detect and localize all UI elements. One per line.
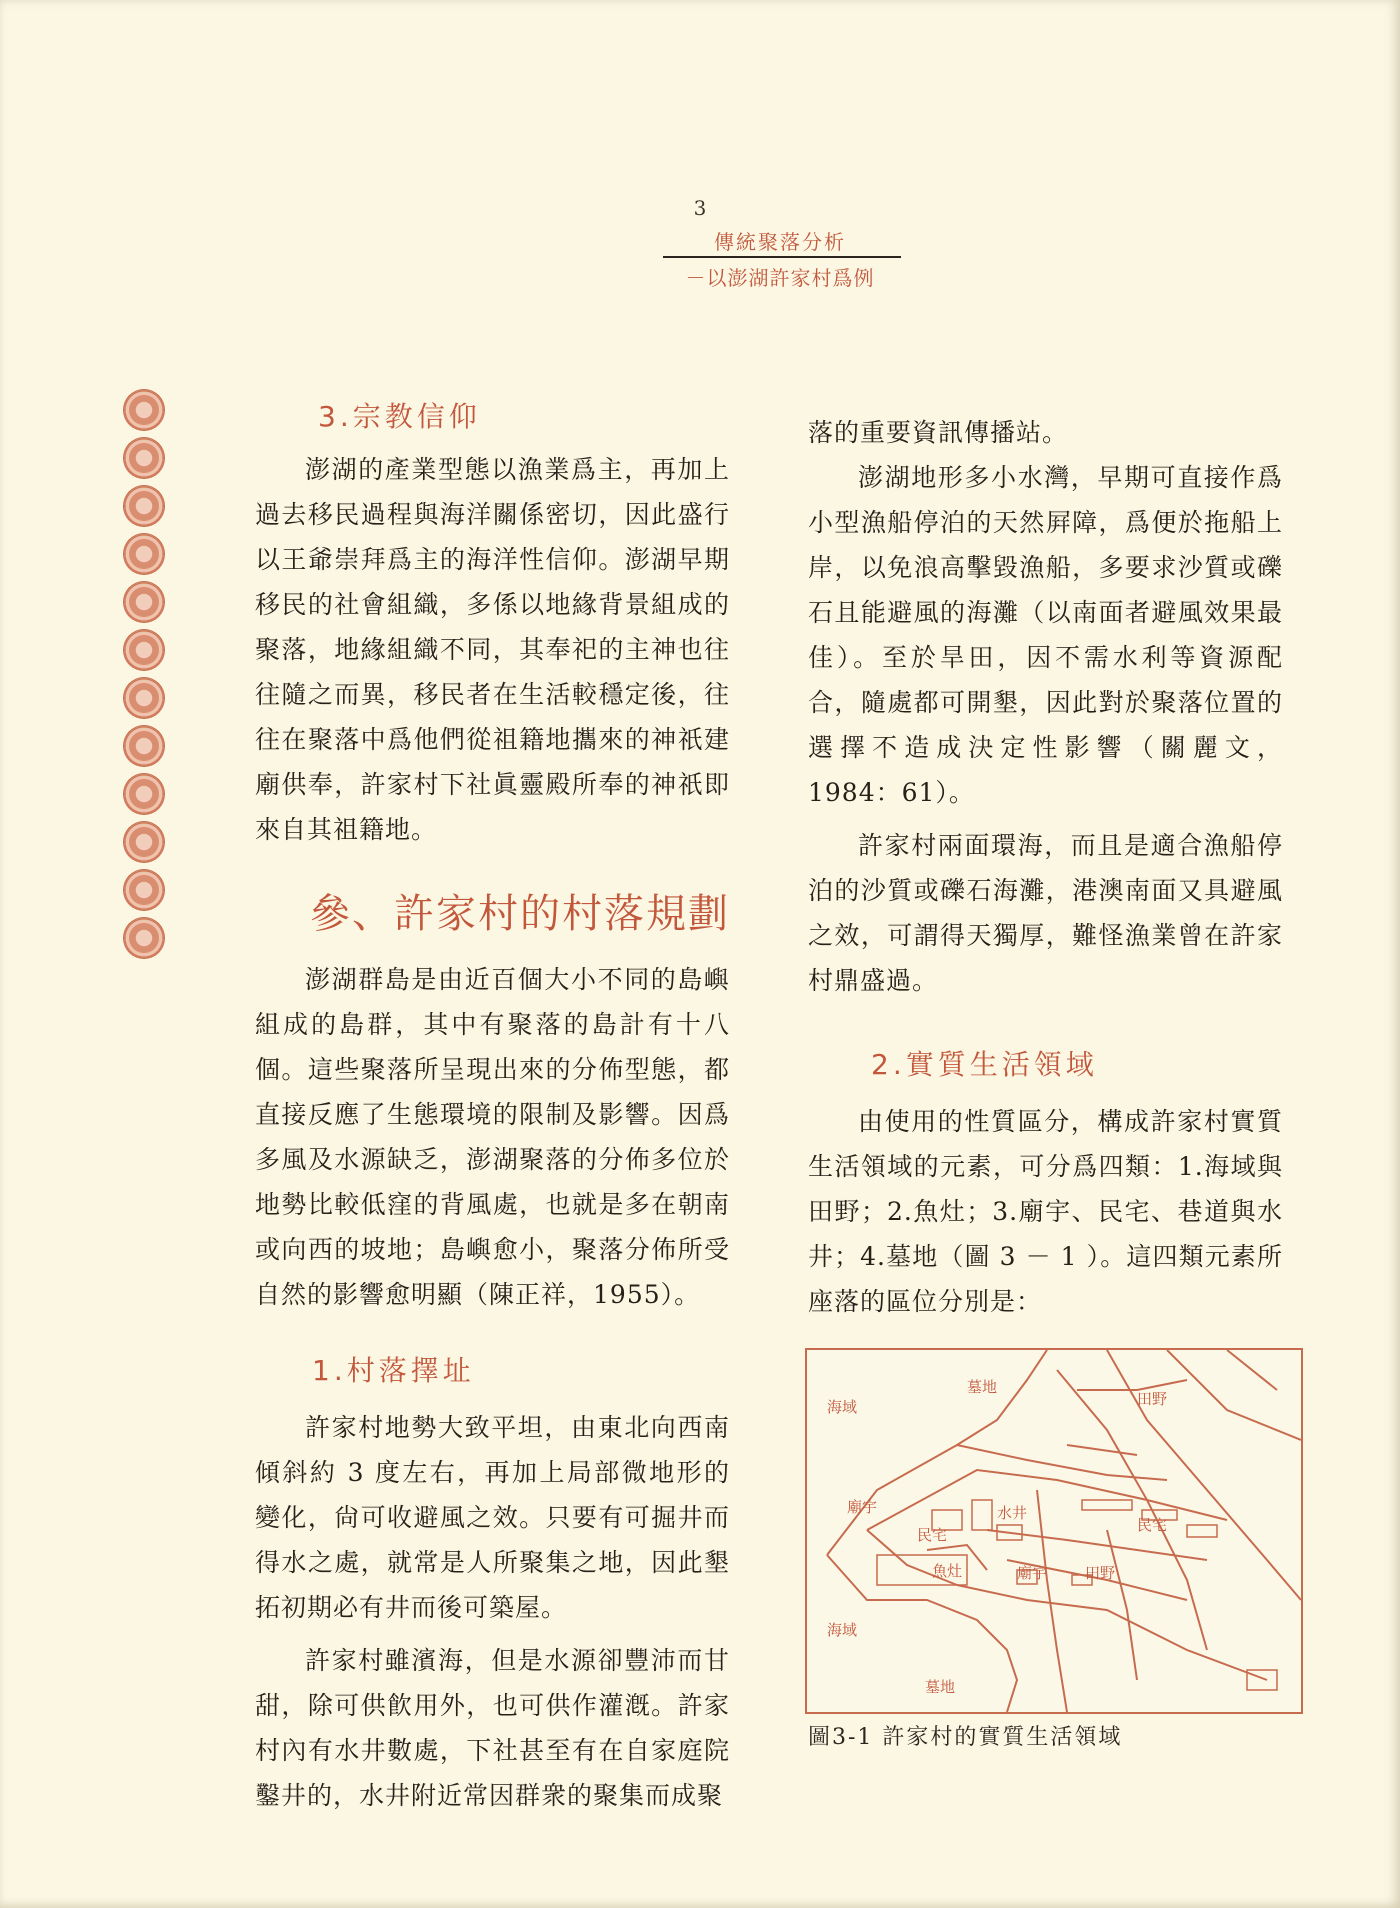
map-label-field-mid: 田野: [1085, 1564, 1116, 1582]
map-label-well: 水井: [997, 1504, 1028, 1522]
map-label-sea-bottom: 海域: [827, 1621, 858, 1639]
section-heading-site: 1.村落擇址: [312, 1354, 475, 1387]
paragraph-chapter: 澎湖群島是由近百個大小不同的島嶼組成的島群，其中有聚落的島計有十八個。這些聚落所呈現出來的分佈型態，都直接反應了生態環境的限制及影響。因爲多風及水源缺乏，澎湖聚落的分佈多位於地勢比較低窪的背風處，也就是多在朝南或向西的坡地；島嶼愈小，聚落分佈所受自然的影響愈明顯（陳正祥，1955）。: [255, 965, 730, 1309]
running-subtitle: －以澎湖許家村爲例: [685, 266, 875, 290]
village-map-figure: [805, 1348, 1303, 1714]
coin-ornament-icon: [124, 822, 164, 862]
map-label-houses-right: 民宅: [1137, 1516, 1168, 1534]
map-label-temple-left: 廟宇: [847, 1498, 878, 1516]
coin-ornament-icon: [124, 486, 164, 526]
coin-ornament-icon: [124, 582, 164, 622]
map-label-grave-top: 墓地: [967, 1378, 998, 1396]
paragraph-bays: 澎湖地形多小水灣，早期可直接作爲小型漁船停泊的天然屛障，爲便於拖船上岸，以免浪高擊毀漁船，多要求沙質或礫石且能避風的海灘（以南面者避風效果最佳）。至於旱田，因不需水利等資源配合，隨處都可開墾，因此對於聚落位置的選擇不造成決定性影響（關麗文，1984：61）。: [808, 463, 1283, 807]
coin-ornament-icon: [124, 534, 164, 574]
right-column: [808, 410, 1283, 1324]
coin-ornament-icon: [124, 390, 164, 430]
paragraph-continued: 落的重要資訊傳播站。: [808, 418, 1069, 447]
running-title: 傳統聚落分析: [714, 230, 846, 254]
coin-ornament-icon: [124, 630, 164, 670]
paragraph-site-2: 許家村雖濱海，但是水源卻豐沛而甘甜，除可供飮用外，也可供作灌漑。許家村內有水井數處，下社甚至有在自家庭院鑿井的，水井附近常因群衆的聚集而成聚: [255, 1646, 730, 1810]
paragraph-site-1: 許家村地勢大致平坦，由東北向西南傾斜約 3 度左右，再加上局部微地形的變化，尙可收避風之效。只要有可掘井而得水之處，就常是人所聚集之地，因此墾拓初期必有井而後可築屋。: [255, 1413, 730, 1622]
section-heading-domain: 2.實質生活領域: [871, 1048, 1098, 1081]
coin-ornament-icon: [124, 438, 164, 478]
margin-ornament: [124, 390, 170, 966]
coin-ornament-icon: [124, 774, 164, 814]
map-label-field-top: 田野: [1137, 1390, 1168, 1408]
map-label-houses-left: 民宅: [917, 1526, 948, 1544]
map-label-temple-mid: 廟宇: [1017, 1564, 1048, 1582]
map-label-fish-stove: 魚灶: [932, 1562, 963, 1580]
paragraph-village: 許家村兩面環海，而且是適合漁船停泊的沙質或礫石海灘，港澳南面又具避風之效，可謂得天獨厚，難怪漁業曾在許家村鼎盛過。: [808, 831, 1283, 995]
paragraph-religion: 澎湖的產業型態以漁業爲主，再加上過去移民過程與海洋關係密切，因此盛行以王爺崇拜爲主的海洋性信仰。澎湖早期移民的社會組織，多係以地緣背景組成的聚落，地緣組織不同，其奉祀的主神也往往隨之而異，移民者在生活較穩定後，往往在聚落中爲他們從祖籍地攜來的神祇建廟供奉，許家村下社眞靈殿所奉的神祇即來自其祖籍地。: [255, 455, 730, 844]
page-number: 3: [693, 196, 707, 220]
coin-ornament-icon: [124, 918, 164, 958]
figure-caption: 圖3-1 許家村的實質生活領域: [808, 1725, 1123, 1750]
map-label-sea-top: 海域: [827, 1398, 858, 1416]
running-title-rule: [663, 256, 901, 258]
left-column: [255, 395, 730, 1818]
map-label-grave-bottom: 墓地: [925, 1678, 956, 1696]
paragraph-domain: 由使用的性質區分，構成許家村實質生活領域的元素，可分爲四類：1.海域與田野；2.魚灶；3.廟宇、民宅、巷道與水井；4.墓地（圖 3 － 1 ）。這四類元素所座落的區位分別是：: [808, 1107, 1283, 1316]
coin-ornament-icon: [124, 678, 164, 718]
coin-ornament-icon: [124, 726, 164, 766]
chapter-heading: 參、許家村的村落規劃: [310, 891, 730, 937]
section-heading-religion: 3.宗教信仰: [318, 400, 481, 433]
village-map: [807, 1350, 1301, 1712]
coin-ornament-icon: [124, 870, 164, 910]
